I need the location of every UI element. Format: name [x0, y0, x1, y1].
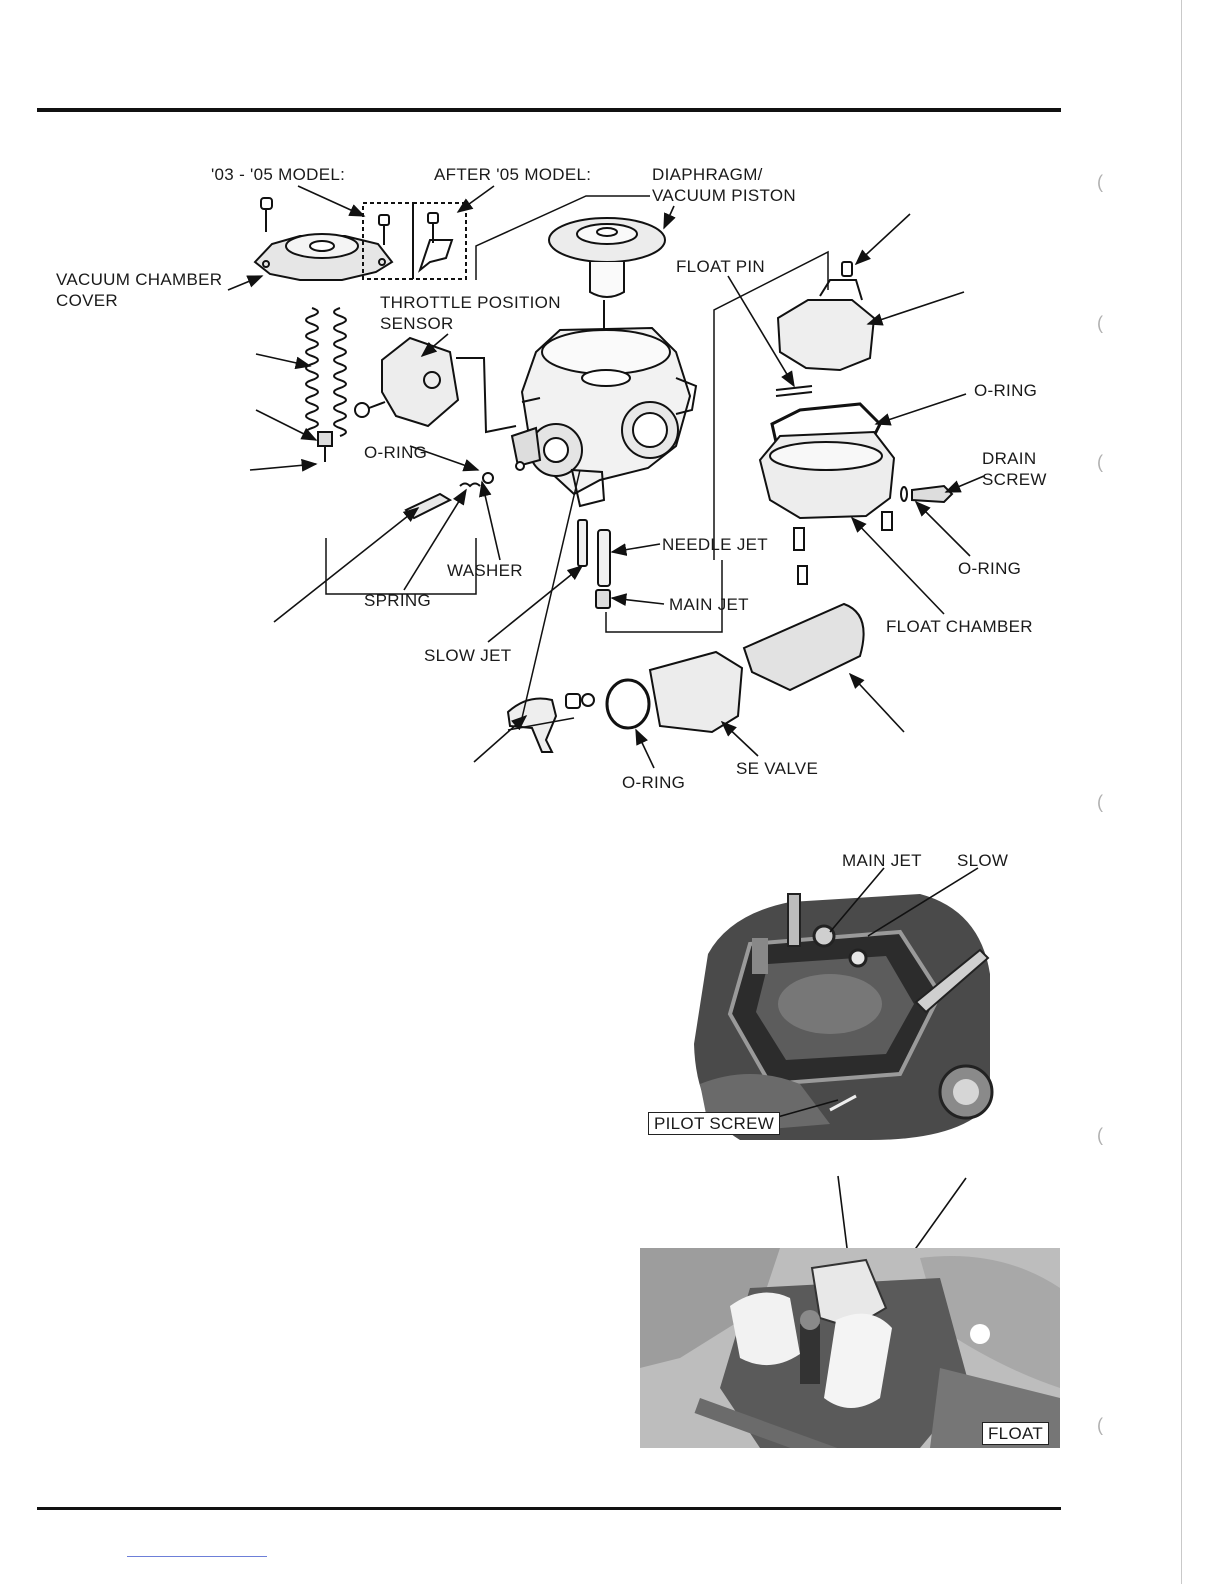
- photo-label-main-jet: MAIN JET: [842, 851, 922, 870]
- intake-boot-part: [744, 604, 864, 690]
- label-o-ring-se-valve: O-RING: [622, 773, 686, 792]
- margin-mark: (: [1097, 1415, 1103, 1435]
- float-photo: [640, 1248, 1060, 1448]
- label-model-after-05: AFTER '05 MODEL:: [434, 165, 592, 184]
- label-o-ring-pilot: O-RING: [364, 443, 428, 462]
- carburetor-jets-photo-image: [690, 884, 996, 1140]
- label-se-valve: SE VALVE: [736, 759, 819, 778]
- spring-part: [306, 308, 346, 436]
- margin-mark: (: [1097, 172, 1103, 192]
- se-valve-part: [650, 652, 742, 732]
- label-o-ring-drain: O-RING: [958, 559, 1022, 578]
- photo-label-slow: SLOW: [957, 851, 1009, 870]
- label-diaphragm-vacuum-piston: DIAPHRAGM/ VACUUM PISTON: [652, 165, 797, 205]
- margin-mark: (: [1097, 452, 1103, 472]
- label-vacuum-chamber-cover: VACUUM CHAMBER COVER: [56, 270, 223, 310]
- label-drain-screw: DRAIN SCREW: [982, 449, 1047, 489]
- label-throttle-position-sensor: THROTTLE POSITION SENSOR: [380, 293, 561, 333]
- margin-mark: (: [1097, 792, 1103, 812]
- carburetor-jets-photo: [690, 884, 996, 1140]
- label-spring: SPRING: [364, 591, 431, 610]
- needle-jet-part: [598, 530, 610, 586]
- o-ring-part: [607, 680, 649, 728]
- label-float-pin: FLOAT PIN: [676, 257, 765, 276]
- slow-jet-part: [578, 520, 587, 566]
- throttle-position-sensor-part: [355, 338, 458, 426]
- photo-label-float: FLOAT: [982, 1422, 1049, 1445]
- vacuum-chamber-cover-part: [255, 198, 392, 280]
- photo-label-pilot-screw: PILOT SCREW: [648, 1112, 780, 1135]
- carburetor-body: [512, 328, 696, 506]
- float-chamber-part: [760, 432, 894, 584]
- drain-screw-part: [912, 486, 952, 502]
- main-jet-part: [596, 590, 610, 608]
- label-needle-jet: NEEDLE JET: [662, 535, 768, 554]
- label-main-jet: MAIN JET: [669, 595, 749, 614]
- float-assembly-part: [776, 262, 874, 396]
- margin-mark: (: [1097, 1125, 1103, 1145]
- label-washer: WASHER: [447, 561, 523, 580]
- diaphragm-part: [549, 218, 665, 297]
- label-float-chamber: FLOAT CHAMBER: [886, 617, 1033, 636]
- label-slow-jet: SLOW JET: [424, 646, 512, 665]
- label-model-03-05: '03 - '05 MODEL:: [211, 165, 346, 184]
- label-o-ring-float: O-RING: [974, 381, 1038, 400]
- float-photo-image: [640, 1248, 1060, 1448]
- margin-mark: (: [1097, 313, 1103, 333]
